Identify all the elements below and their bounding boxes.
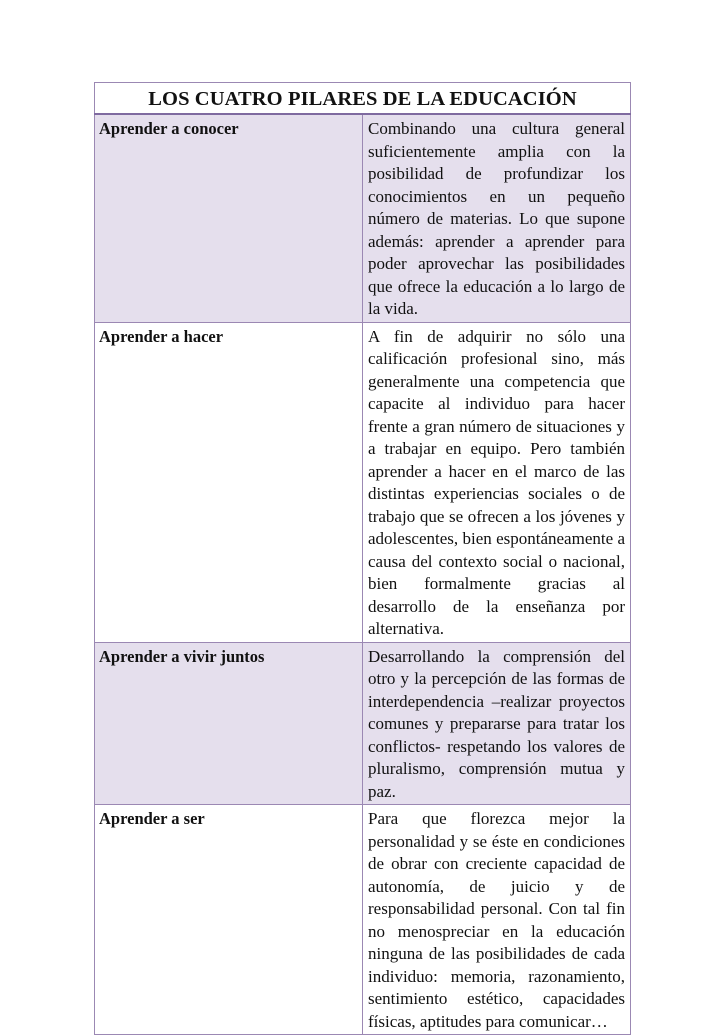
pillar-label: Aprender a ser [95, 805, 363, 1035]
table-row [95, 805, 631, 1035]
table-title: LOS CUATRO PILARES DE LA EDUCACIÓN [95, 83, 631, 115]
pillar-description: Combinando una cultura general suficientemente amplia con la posibilidad de profundizar los conocimientos en un pequeño número de materias. Lo que supone además: aprender a aprender para poder aprovechar las posibilidades que ofrece la educación a lo largo de la vida. [363, 114, 631, 322]
pillar-description: Desarrollando la comprensión del otro y la percepción de las formas de interdependencia –realizar proyectos comunes y prepararse para tratar los conflictos- respetando los valores de pluralismo, comprensión mutua y paz. [363, 642, 631, 805]
pillar-description: Para que florezca mejor la personalidad y se éste en condiciones de obrar con creciente capacidad de autonomía, de juicio y de responsabilidad personal. Con tal fin no menospreciar en la educación ninguna de las posibilidades de cada individuo: memoria, razonamiento, sentimiento estético, capacidades físicas, aptitudes para comunicar… [363, 805, 631, 1035]
table-row [95, 322, 631, 642]
pillar-label: Aprender a vivir juntos [95, 642, 363, 805]
pillars-table [94, 82, 631, 1035]
table-row [95, 114, 631, 322]
pillar-description: A fin de adquirir no sólo una calificación profesional sino, más generalmente una competencia que capacite al individuo para hacer frente a gran número de situaciones y a trabajar en equipo. Pero también aprender a hacer en el marco de las distintas experiencias sociales o de trabajo que se ofrecen a los jóvenes y adolescentes, bien espontáneamente a causa del contexto social o nacional, bien formalmente gracias al desarrollo de la enseñanza por alternativa. [363, 322, 631, 642]
pillar-label: Aprender a conocer [95, 114, 363, 322]
pillar-label: Aprender a hacer [95, 322, 363, 642]
table-header-row [95, 83, 631, 115]
table-row [95, 642, 631, 805]
